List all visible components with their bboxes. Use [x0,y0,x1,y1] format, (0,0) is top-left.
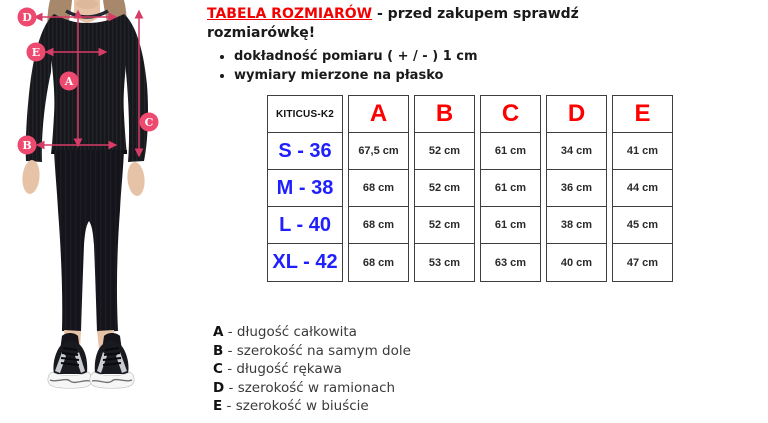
value-cell: 53 cm [428,256,461,269]
value-cell: 68 cm [362,256,395,269]
size-table-column-a [348,95,409,282]
legend-item-d [213,379,411,398]
size-cell-s: S - 36 [268,133,342,170]
product-photo [0,0,200,423]
legend-separator: - [223,342,237,359]
legend-separator: - [222,361,237,378]
sneaker-right [90,333,134,388]
column-header-a: A [349,96,408,133]
sleeve-right [124,14,148,162]
header [207,5,637,85]
value-cell: 61 cm [481,170,540,207]
hand-left [21,159,41,194]
hand-right [126,161,146,196]
note-list [207,47,637,85]
legend-separator: - [224,379,238,396]
legend-letter: A [213,324,224,340]
value-cell: 61 cm [481,207,540,244]
leggings [54,150,124,332]
column-header-e: E [613,96,672,133]
legend-separator: - [223,324,237,340]
value-cell: 40 cm [560,256,593,269]
legend-desc: długość rękawa [236,361,342,378]
model-figure-svg [0,0,200,423]
value-cell: 52 cm [415,133,474,170]
legend-item-c [213,360,411,379]
page-title-highlight: TABELA ROZMIARÓW [207,6,373,22]
value-cell: 45 cm [613,207,672,244]
value-cell: 34 cm [547,133,606,170]
legend-desc: szerokość na samym dole [236,342,411,359]
page-title-rest: - przed zakupem sprawdź rozmiarówkę! [207,6,579,41]
value-cell: 38 cm [547,207,606,244]
legend-item-a [213,323,411,342]
measure-badge-b: B [22,139,32,152]
size-cell-l: L - 40 [268,207,342,244]
size-table-column-b [414,95,475,282]
measure-legend [213,323,411,416]
legend-item-e [213,397,411,416]
value-cell: 47 cm [626,256,659,269]
measure-badge-c: C [144,116,154,129]
column-header-b: B [415,96,474,133]
measure-badge-d: D [22,11,32,24]
size-table-column-c [480,95,541,282]
page-title [207,5,637,43]
legend-desc: szerokość w ramionach [237,379,396,396]
sneaker-left [48,333,92,388]
product-code-cell: KITICUS-K2 [268,96,342,133]
value-cell: 61 cm [481,133,540,170]
value-cell: 68 cm [349,170,408,207]
column-header-d: D [547,96,606,133]
legend-desc: szerokość w biuście [235,398,369,415]
measure-badge-a: A [64,75,74,88]
size-table [267,95,673,282]
value-cell: 44 cm [613,170,672,207]
size-cell-xl: XL - 42 [272,251,338,273]
measure-badge-e: E [31,46,41,59]
value-cell: 63 cm [494,256,527,269]
value-cell: 67,5 cm [349,133,408,170]
legend-letter: D [213,379,225,396]
size-table-column-d [546,95,607,282]
size-table-column-model [267,95,343,282]
value-cell: 68 cm [349,207,408,244]
legend-letter: E [213,398,223,415]
legend-desc: długość całkowita [236,324,357,340]
value-cell: 36 cm [547,170,606,207]
legend-separator: - [222,398,236,415]
size-table-column-e [612,95,673,282]
column-header-c: C [481,96,540,133]
value-cell: 52 cm [415,207,474,244]
note-flat-measure: • wymiary mierzone na płasko [234,66,637,85]
size-cell-m: M - 38 [268,170,342,207]
legend-letter: B [213,342,224,359]
value-cell: 52 cm [415,170,474,207]
note-accuracy: • dokładność pomiaru ( + / - ) 1 cm [234,47,637,66]
legend-letter: C [213,361,223,378]
value-cell: 41 cm [613,133,672,170]
legend-item-b [213,342,411,361]
